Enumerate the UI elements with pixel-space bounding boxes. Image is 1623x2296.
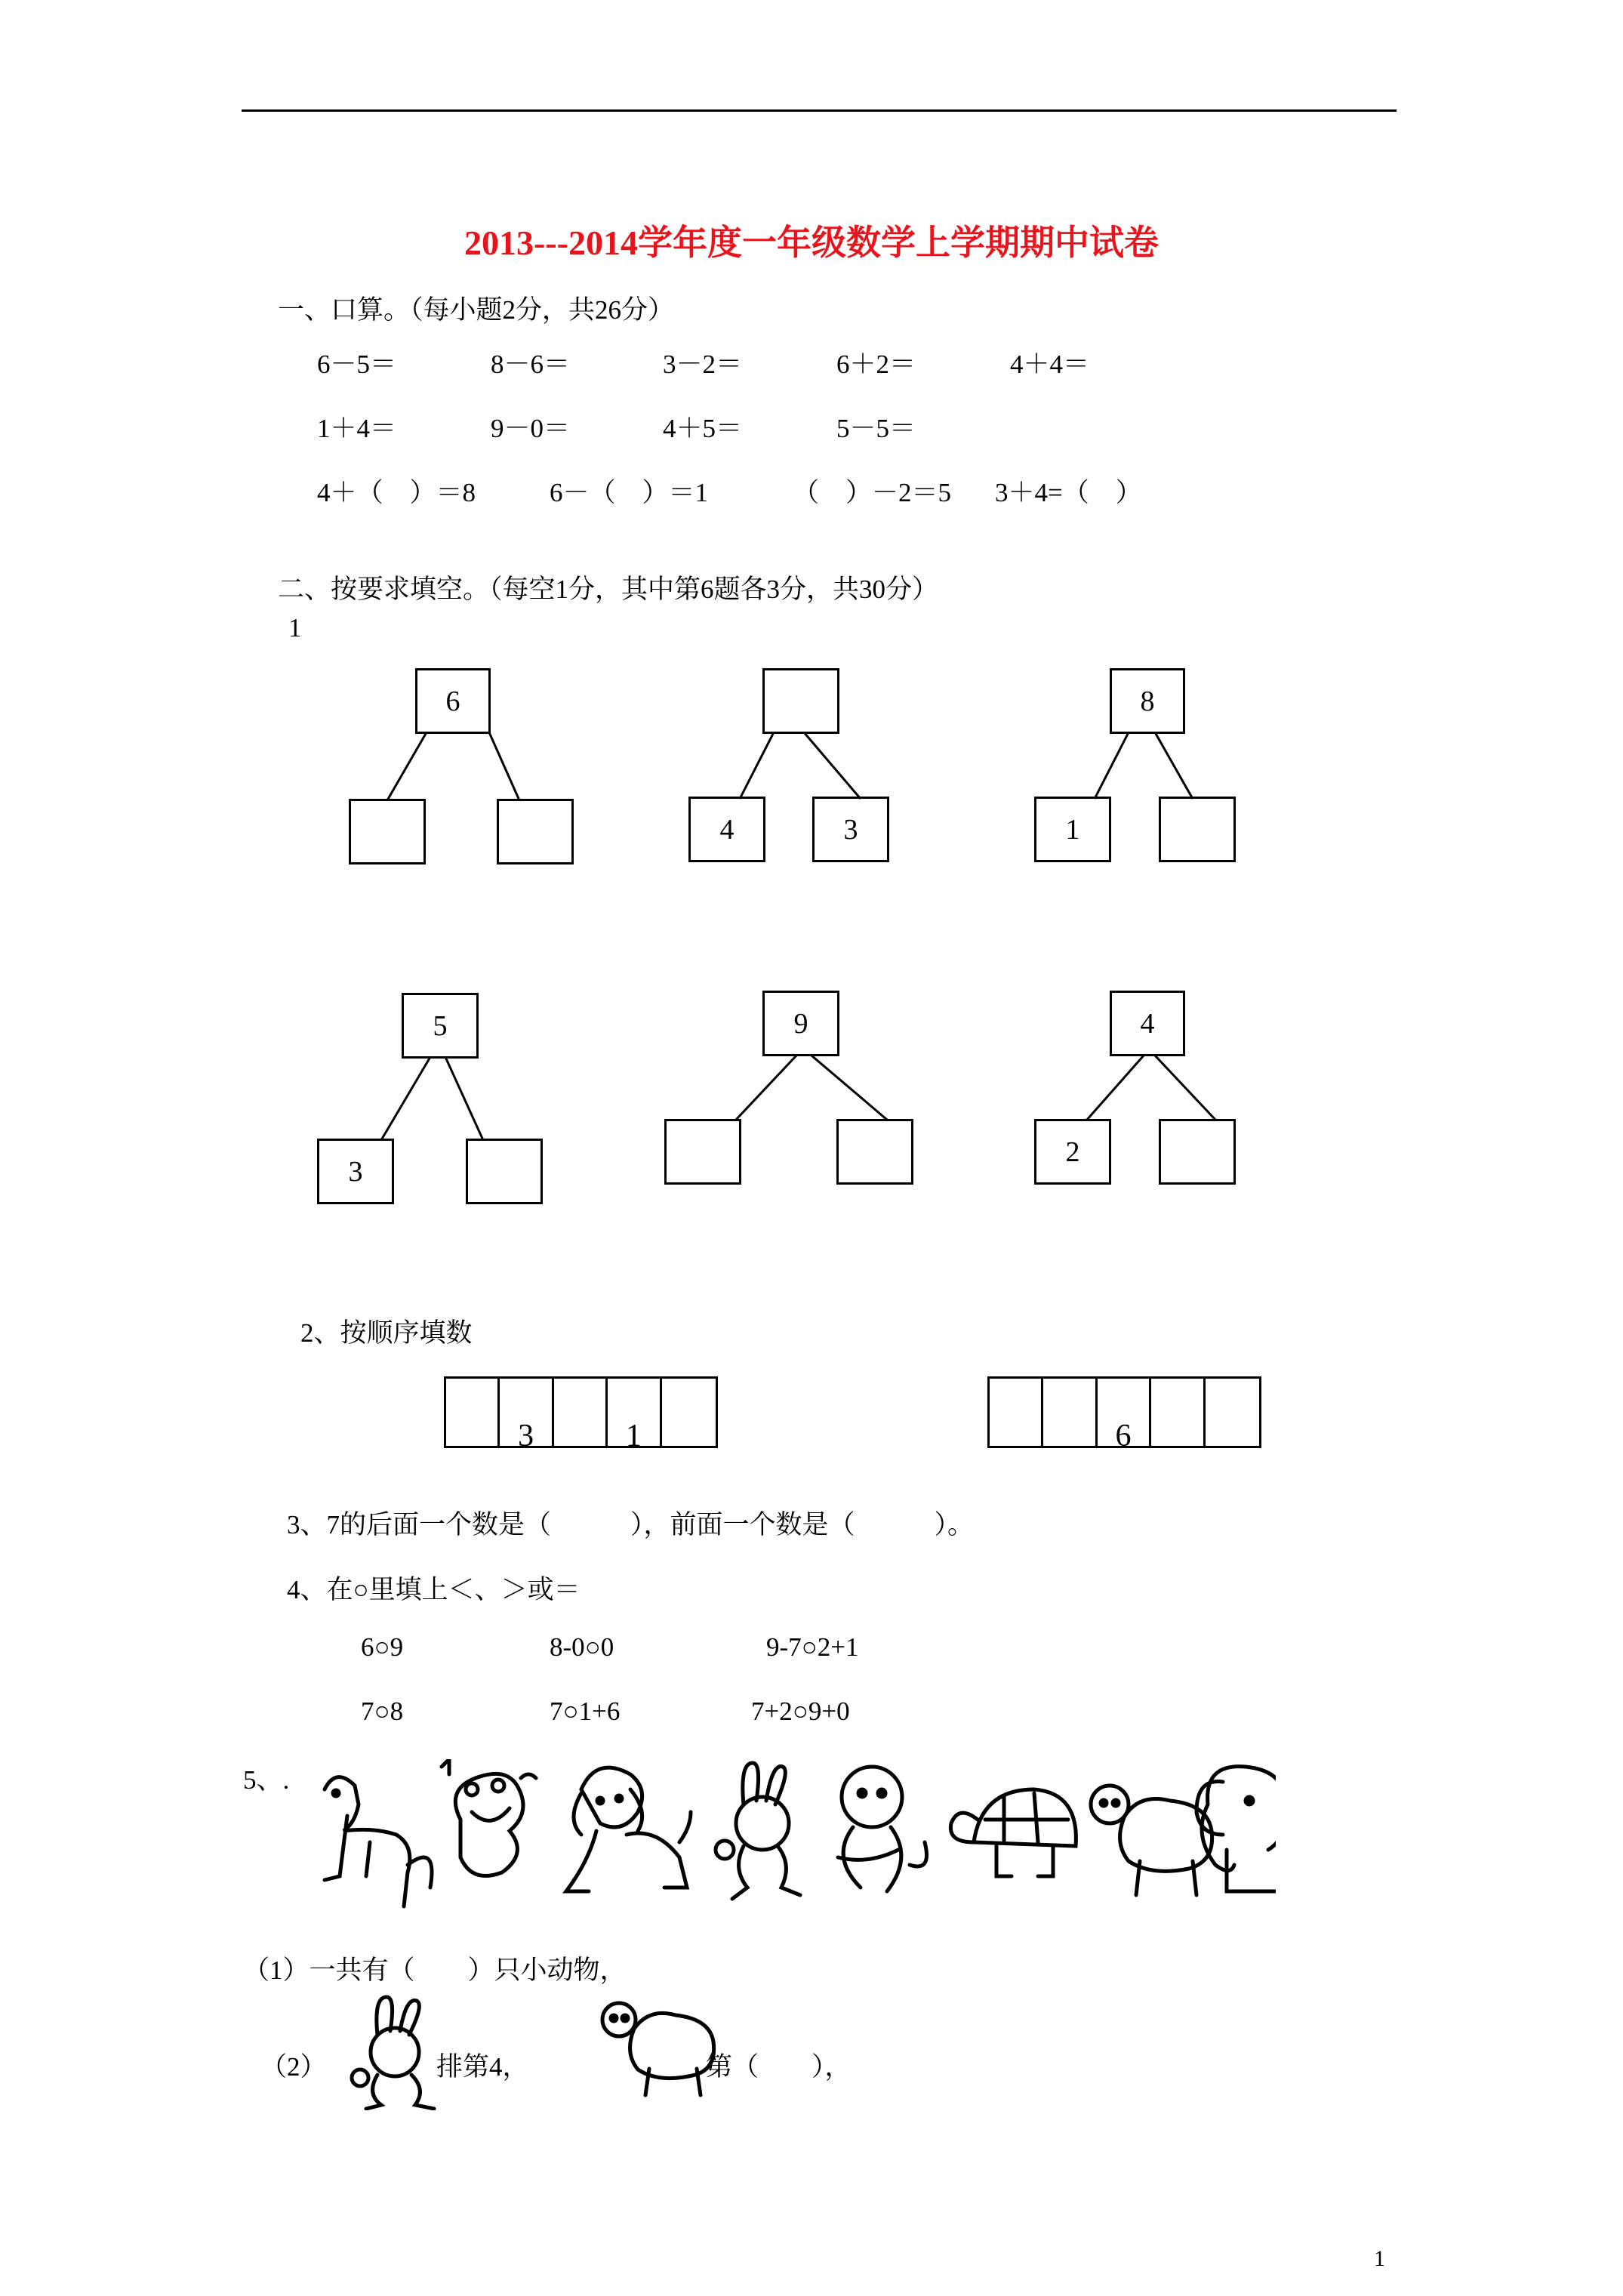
tree2-right-box: 3 bbox=[812, 797, 889, 862]
monkey-icon bbox=[838, 1767, 927, 1891]
tree1-top-box: 6 bbox=[415, 668, 491, 734]
section2-heading: 二、按要求填空。（每空1分，其中第6题各3分，共30分） bbox=[278, 575, 939, 604]
fill-item: （ ）－2＝5 bbox=[793, 478, 952, 507]
compare-item: 6○9 bbox=[361, 1632, 404, 1662]
section1-heading: 一、口算。（每小题2分，共26分） bbox=[278, 295, 675, 325]
fill-item: 4＋（ ）＝8 bbox=[317, 478, 476, 507]
tree1-left-box[interactable] bbox=[349, 799, 426, 864]
compare-item: 7○1+6 bbox=[550, 1697, 621, 1726]
sequence-cell[interactable] bbox=[554, 1379, 608, 1446]
turtle-icon bbox=[950, 1789, 1076, 1876]
tree3-right-box[interactable] bbox=[1159, 797, 1236, 862]
question-5-part-2-mid: 排第4， bbox=[436, 2052, 529, 2082]
calc-item: 4＋4＝ bbox=[1010, 350, 1090, 379]
rabbit-icon bbox=[716, 1763, 800, 1899]
fill-item: 6－（ ）＝1 bbox=[550, 478, 709, 507]
tree6-right-box[interactable] bbox=[1159, 1119, 1236, 1185]
tree2-top-box[interactable] bbox=[762, 668, 839, 734]
tree4-left-box: 3 bbox=[317, 1139, 394, 1204]
tree5-right-box[interactable] bbox=[836, 1119, 913, 1185]
fill-item: 3＋4=（ ） bbox=[995, 478, 1142, 507]
sequence-cell[interactable] bbox=[1043, 1379, 1097, 1446]
calc-item: 8－6＝ bbox=[491, 350, 571, 379]
tree4-top-box: 5 bbox=[402, 993, 479, 1059]
tree5-top-box: 9 bbox=[762, 991, 839, 1056]
question-2-label: 2、按顺序填数 bbox=[300, 1318, 473, 1348]
frog-icon bbox=[442, 1759, 536, 1876]
calc-item: 6＋2＝ bbox=[836, 350, 916, 379]
compare-item: 7+2○9+0 bbox=[751, 1697, 850, 1726]
calc-item: 5－5＝ bbox=[836, 414, 916, 443]
calc-item: 6－5＝ bbox=[317, 350, 397, 379]
question-3: 3、7的后面一个数是（ ），前面一个数是（ ）。 bbox=[287, 1510, 975, 1539]
sequence-cell[interactable] bbox=[446, 1379, 500, 1446]
sequence-cell: 1 bbox=[608, 1379, 661, 1446]
tree3-left-box: 1 bbox=[1034, 797, 1111, 862]
compare-item: 9-7○2+1 bbox=[766, 1632, 859, 1662]
sequence-cell[interactable] bbox=[990, 1379, 1043, 1446]
sequence-cell: 3 bbox=[500, 1379, 553, 1446]
tree6-left-box: 2 bbox=[1034, 1119, 1111, 1185]
question-5-part-2-prefix: （2） bbox=[260, 2052, 327, 2082]
sequence-cell[interactable] bbox=[662, 1379, 716, 1446]
page-title: 2013---2014学年度一年级数学上学期期中试卷 bbox=[464, 223, 1159, 262]
question-5-label: 5、. bbox=[243, 1765, 290, 1795]
sequence-cell: 6 bbox=[1098, 1379, 1151, 1446]
horse-icon bbox=[325, 1777, 432, 1906]
sequence-cell[interactable] bbox=[1206, 1379, 1259, 1446]
tree5-left-box[interactable] bbox=[664, 1119, 741, 1185]
sheep-icon bbox=[593, 1989, 721, 2103]
sequence-2 bbox=[987, 1376, 1261, 1448]
question-5-part-1: （1）一共有（ ）只小动物， bbox=[243, 1955, 627, 1985]
sequence-cell[interactable] bbox=[1151, 1379, 1205, 1446]
compare-item: 7○8 bbox=[361, 1697, 404, 1726]
animal-row bbox=[294, 1759, 1276, 1918]
dog-icon bbox=[566, 1767, 691, 1891]
rabbit-icon bbox=[343, 1993, 445, 2110]
tree2-left-box: 4 bbox=[688, 797, 765, 862]
calc-item: 9－0＝ bbox=[491, 414, 571, 443]
sheep-icon bbox=[1091, 1786, 1212, 1895]
sequence-1 bbox=[444, 1376, 718, 1448]
page-number: 1 bbox=[1374, 2246, 1385, 2271]
question-4-label: 4、在○里填上＜、＞或＝ bbox=[287, 1575, 581, 1604]
calc-item: 1＋4＝ bbox=[317, 414, 397, 443]
tree3-top-box: 8 bbox=[1110, 668, 1185, 734]
calc-item: 4＋5＝ bbox=[663, 414, 743, 443]
question-5-part-2-end: 第（ ）， bbox=[706, 2052, 852, 2082]
compare-item: 8-0○0 bbox=[550, 1632, 614, 1662]
tree4-right-box[interactable] bbox=[466, 1139, 543, 1204]
elephant-icon bbox=[1196, 1767, 1276, 1891]
tree6-top-box: 4 bbox=[1110, 991, 1185, 1056]
question-1-label: 1 bbox=[288, 613, 302, 643]
calc-item: 3－2＝ bbox=[663, 350, 743, 379]
tree1-right-box[interactable] bbox=[497, 799, 574, 864]
